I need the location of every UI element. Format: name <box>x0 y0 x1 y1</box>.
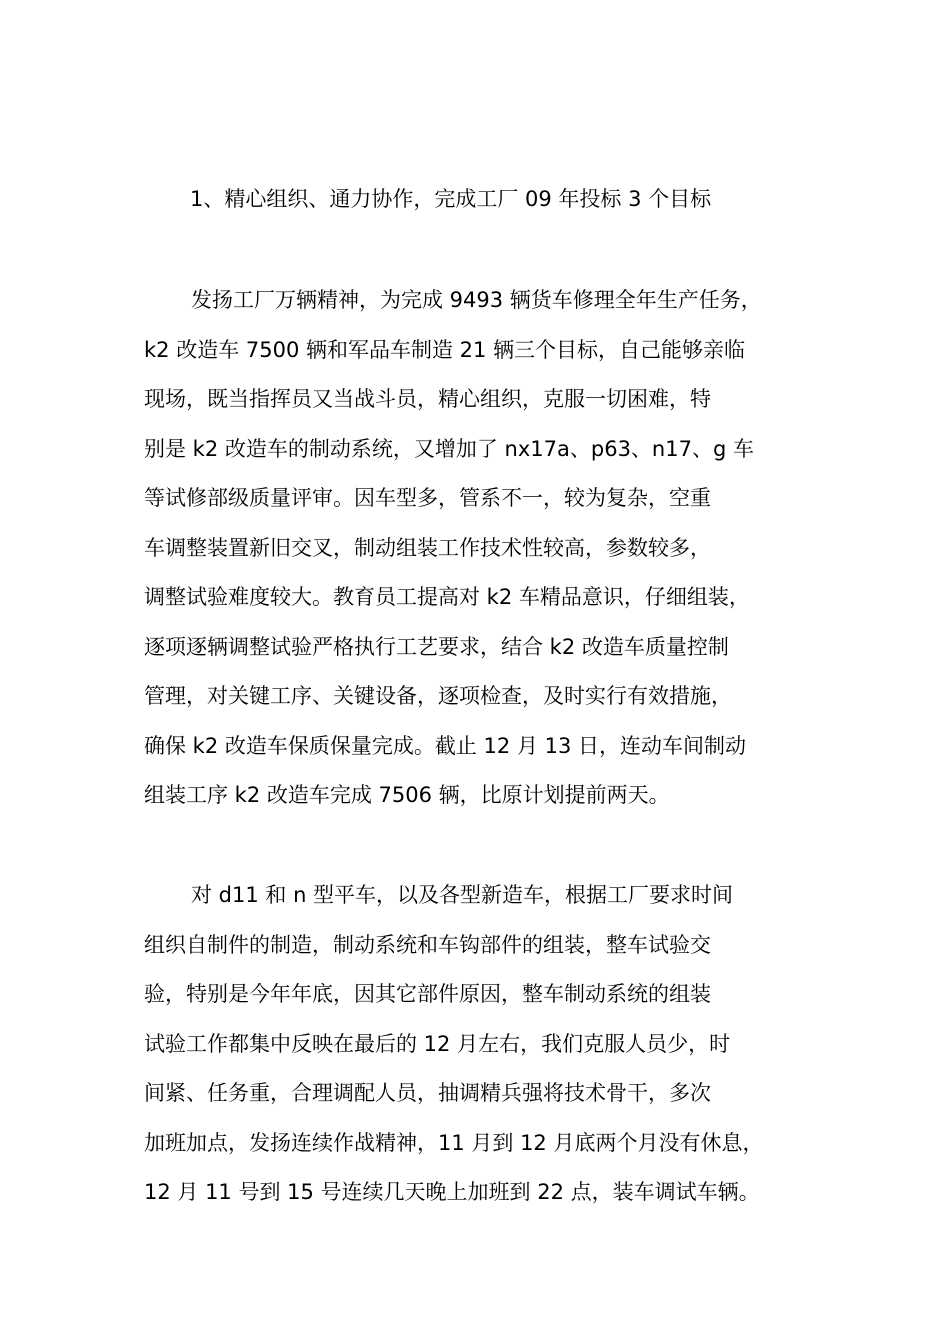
paragraph-line: 组装工序 k2 改造车完成 7506 辆，比原计划提前两天。 <box>144 783 670 807</box>
paragraph-line: 12 月 11 号到 15 号连续几天晚上加班到 22 点，装车调试车辆。 <box>144 1180 760 1204</box>
paragraph-line: 试验工作都集中反映在最后的 12 月左右，我们克服人员少，时 <box>144 1031 731 1056</box>
paragraph-k2-retrofit <box>144 276 834 821</box>
paragraph-new-cars <box>144 871 834 1218</box>
section-heading: 1、精心组织、通力协作，完成工厂 09 年投标 3 个目标 <box>190 187 712 211</box>
paragraph-line: k2 改造车 7500 辆和军品车制造 21 辆三个目标，自己能够亲临 <box>144 337 746 362</box>
paragraph-line: 现场，既当指挥员又当战斗员，精心组织，克服一切困难，特 <box>144 387 711 411</box>
paragraph-line: 验，特别是今年年底，因其它部件原因，整车制动系统的组装 <box>144 982 711 1006</box>
paragraph-line: 调整试验难度较大。教育员工提高对 k2 车精品意识，仔细组装， <box>144 585 750 609</box>
paragraph-line: 确保 k2 改造车保质保量完成。截止 12 月 13 日，连动车间制动 <box>144 733 747 758</box>
paragraph-line: 逐项逐辆调整试验严格执行工艺要求，结合 k2 改造车质量控制 <box>144 634 729 659</box>
paragraph-line: 发扬工厂万辆精神，为完成 9493 辆货车修理全年生产任务， <box>191 288 762 312</box>
paragraph-line: 别是 k2 改造车的制动系统，又增加了 nx17a、p63、n17、g 车 <box>144 436 754 461</box>
paragraph-line: 加班加点，发扬连续作战精神，11 月到 12 月底两个月没有休息， <box>144 1130 764 1155</box>
paragraph-line: 间紧、任务重，合理调配人员，抽调精兵强将技术骨干，多次 <box>144 1081 711 1105</box>
paragraph-line: 管理，对关键工序、关键设备，逐项检查，及时实行有效措施， <box>144 684 732 708</box>
paragraph-line: 对 d11 和 n 型平车，以及各型新造车，根据工厂要求时间 <box>191 883 734 907</box>
paragraph-line: 车调整装置新旧交叉，制动组装工作技术性较高，参数较多， <box>144 535 711 560</box>
paragraph-line: 等试修部级质量评审。因车型多，管系不一，较为复杂，空重 <box>144 486 711 510</box>
paragraph-line: 组织自制件的制造，制动系统和车钩部件的组装，整车试验交 <box>144 932 711 957</box>
